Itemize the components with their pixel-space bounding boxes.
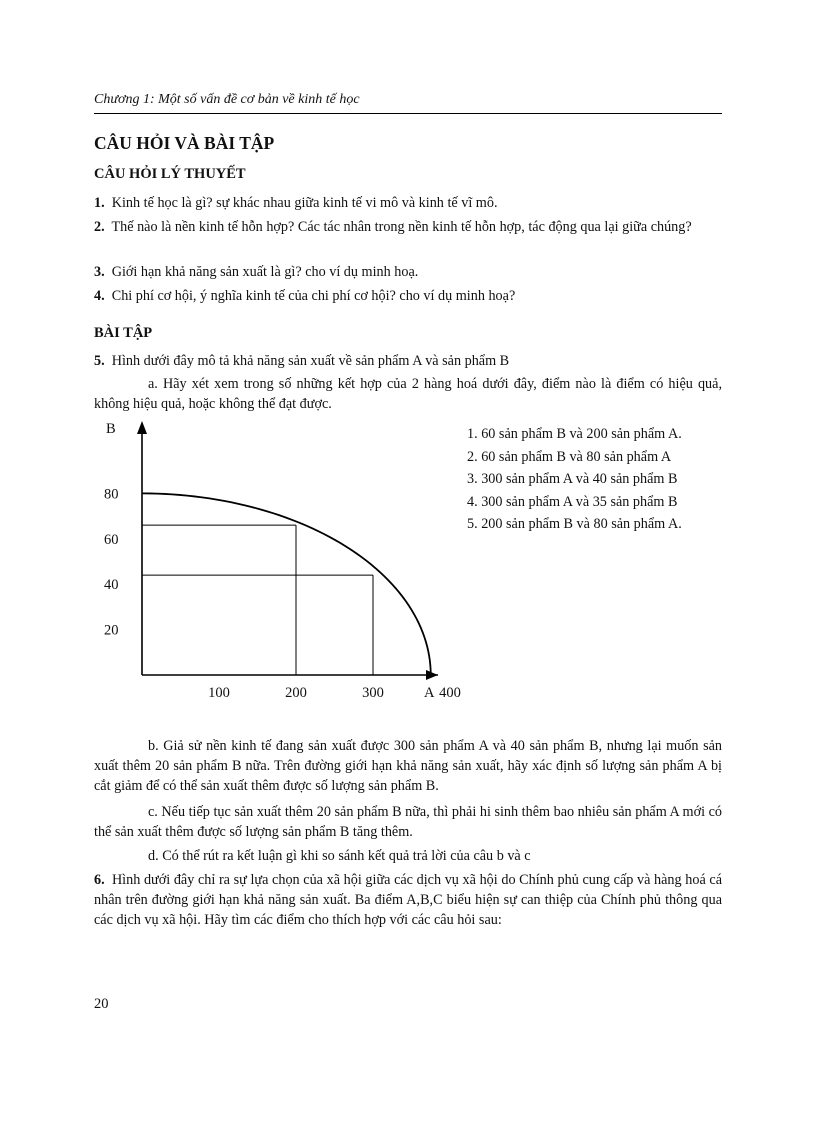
option-item: 3. 300 sản phẩm A và 40 sản phẩm B: [467, 471, 678, 487]
exercise-5d: d. Có thể rút ra kết luận gì khi so sánh kết quả trả lời của câu b và c: [148, 848, 531, 864]
question-text: Chi phí cơ hội, ý nghĩa kinh tế của chi phí cơ hội? cho ví dụ minh hoạ?: [111, 288, 516, 304]
x-tick-label: 400: [439, 685, 461, 701]
exercise-5a: a. Hãy xét xem trong số những kết hợp của 2 hàng hoá dưới đây, điểm nào là điểm có hiệu quả, không hiệu quả, hoặc không thể đạt được.: [94, 376, 722, 412]
y-tick-label: 40: [104, 577, 119, 594]
y-axis-arrow: [137, 421, 147, 434]
exercise-5-intro: [94, 351, 722, 371]
question-number: 2.: [94, 219, 105, 235]
ppf-chart: [80, 415, 461, 705]
question-number: 1.: [94, 195, 105, 211]
page-number: 20: [94, 996, 109, 1012]
option-item: 5. 200 sản phẩm B và 80 sản phẩm A.: [467, 516, 682, 532]
question-2: [94, 217, 722, 237]
exercise-5b: b. Giả sử nền kinh tế đang sản xuất được 300 sản phẩm A và 40 sản phẩm B, nhưng lại muốn sản xuất thêm 20 sản phẩm B nữa. Trên đường giới hạn khả năng sản xuất, hãy xác định số lượng sản phẩm A bị cắt giảm để có thể sản xuất thêm được số lượng sản phẩm B.: [94, 738, 722, 794]
section-title: CÂU HỎI VÀ BÀI TẬP: [94, 133, 275, 153]
exercise-5c: c. Nếu tiếp tục sản xuất thêm 20 sản phẩm B nữa, thì phải hi sinh thêm bao nhiêu sản phẩm A mới có thể sản xuất thêm được số lượng sản phẩm B tăng thêm.: [94, 804, 722, 840]
question-number: 4.: [94, 288, 105, 304]
y-tick-label: 60: [104, 531, 119, 548]
option-item: 2. 60 sản phẩm B và 80 sản phẩm A: [467, 448, 672, 465]
exercise-text: Hình dưới đây mô tả khả năng sản xuất về sản phẩm A và sản phẩm B: [111, 353, 510, 369]
question-1: [94, 193, 722, 213]
exercise-5-options: [467, 423, 682, 536]
y-axis-label: B: [106, 421, 116, 437]
x-tick-label: 100: [208, 685, 230, 701]
x-tick-label: 200: [285, 685, 307, 701]
question-text: Thế nào là nền kinh tế hỗn hợp? Các tác nhân trong nền kinh tế hỗn hợp, tác động qua lại giữa chúng?: [111, 219, 692, 235]
question-text: Giới hạn khả năng sản xuất là gì? cho ví dụ minh hoạ.: [111, 264, 419, 280]
question-text: Kinh tế học là gì? sự khác nhau giữa kinh tế vi mô và kinh tế vĩ mô.: [111, 195, 498, 211]
y-tick-label: 80: [104, 486, 119, 503]
ppf-curve: [142, 493, 431, 675]
option-item: 1. 60 sản phẩm B và 200 sản phẩm A.: [467, 426, 682, 442]
question-3: [94, 262, 722, 282]
exercise-number: 6.: [94, 872, 105, 888]
theory-title: CÂU HỎI LÝ THUYẾT: [94, 166, 246, 182]
y-tick-label: 20: [104, 622, 119, 639]
exercises-title: BÀI TẬP: [94, 325, 153, 341]
header-rule: [94, 113, 722, 114]
x-axis-arrow: [426, 670, 438, 680]
x-tick-label: 300: [362, 685, 384, 701]
exercise-number: 5.: [94, 353, 105, 369]
running-header: Chương 1: Một số vấn đề cơ bản về kinh tế học: [94, 92, 360, 107]
x-axis-label: A: [424, 685, 435, 701]
question-4: [94, 286, 722, 306]
question-number: 3.: [94, 264, 105, 280]
exercise-6: [94, 870, 722, 930]
exercise-text: Hình dưới đây chỉ ra sự lựa chọn của xã hội giữa các dịch vụ xã hội do Chính phủ cung cấp và hàng hoá cá nhân trên đường giới hạn khả năng sản xuất. Ba điểm A,B,C biểu hiện sự can thiệp của Chính phủ thông qua các dịch vụ xã hội. Hãy tìm các điểm cho thích hợp với các câu hỏi sau:: [94, 872, 722, 928]
option-item: 4. 300 sản phẩm A và 35 sản phẩm B: [467, 493, 678, 510]
